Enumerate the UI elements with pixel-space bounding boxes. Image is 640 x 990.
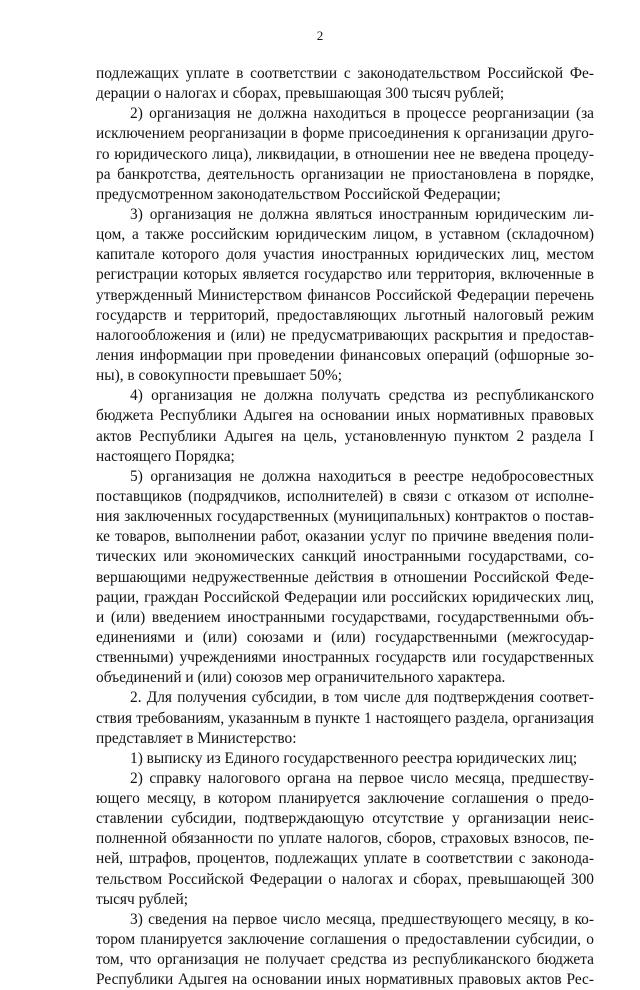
text-line: 2. Для получения субсидии, в том числе для подтверждения соответ- [130,689,594,707]
text-line: ны), в совокупности превышает 50%; [96,367,342,385]
text-line: исключением реорганизации в форме присоединения к организации друго- [96,125,594,143]
text-line: государств и территорий, предоставляющих льготный налоговый режим [96,306,594,324]
text-line: единениями и (или) союзами и (или) государственными (межгосудар- [96,628,594,646]
text-line: ления информации при проведении финансовых операций (офшорные зо- [96,346,594,364]
text-line: вершающими недружественные действия в отношении Российской Феде- [96,568,594,586]
text-line: 3) сведения на первое число месяца, предшествующего месяцу, в ко- [130,910,594,928]
text-line: 2) справку налогового органа на первое число месяца, предшеству- [130,769,594,787]
text-line: настоящего Порядка; [96,447,235,465]
text-line: ющего месяцу, в котором планируется заключение соглашения о предо- [96,790,594,808]
text-line: ственными) учреждениями иностранных государств или государственных [96,649,594,667]
text-line: ней, штрафов, процентов, подлежащих уплате в соответствии с законода- [96,850,594,868]
text-line: го юридического лица), ликвидации, в отношении нее не введена процеду- [96,145,594,163]
page-number: 2 [316,28,324,43]
text-line: утвержденный Министерством финансов Российской Федерации перечень [96,286,594,304]
text-line: поставщиков (подрядчиков, исполнителей) в связи с отказом от исполне- [96,487,594,505]
text-line: предусмотренном законодательством Российской Федерации; [96,185,501,203]
text-line: цом, а также российским юридическим лицом, в уставном (складочном) [96,226,594,244]
text-line: том, что организация не получает средства из республиканского бюджета [96,951,594,969]
text-line: регистрации которых является государство или территория, включенные в [96,266,594,284]
text-line: актов Республики Адыгея на цель, установленную пунктом 2 раздела I [96,427,594,445]
text-line: налогообложения и (или) не предусматривающих раскрытия и предостав- [96,326,594,344]
text-line: тических или экономических санкций иностранными государствами, со- [96,548,594,566]
text-line: ра банкротства, деятельность организации не приостановлена в порядке, [96,165,594,183]
text-line: рации, граждан Российской Федерации или российских юридических лиц, [96,588,594,606]
text-line: 3) организация не должна являться иностранным юридическим ли- [130,205,594,223]
text-line: тельством Российской Федерации о налогах и сборах, превышающей 300 [96,870,594,888]
document-body [96,64,594,990]
text-line: тором планируется заключение соглашения о предоставлении субсидии, о [96,931,594,949]
text-line: Республики Адыгея на основании иных нормативных правовых актов Рес- [96,971,594,989]
text-line: дерации о налогах и сборах, превышающая 300 тысяч рублей; [96,85,505,103]
text-line: 1) выписку из Единого государственного реестра юридических лиц; [130,749,578,767]
text-line: капитале которого доля участия иностранных юридических лиц, местом [96,246,594,264]
text-line: ке товаров, выполнении работ, оказании услуг по причине введения поли- [96,528,594,546]
text-line: ния заключенных государственных (муниципальных) контрактов о постав- [96,508,594,526]
text-line: 5) организация не должна находиться в реестре недобросовестных [130,467,594,485]
text-line: 2) организация не должна находиться в процессе реорганизации (за [130,105,594,123]
text-line: и (или) введением иностранными государствами, государственными объ- [96,608,594,626]
text-line: бюджета Республики Адыгея на основании иных нормативных правовых [96,407,594,425]
text-line: представляет в Министерство: [96,729,297,747]
text-line: тысяч рублей; [96,890,189,908]
text-line: ствия требованиям, указанным в пункте 1 настоящего раздела, организация [96,709,594,727]
text-line: 4) организация не должна получать средства из республиканского [130,387,594,405]
text-line: подлежащих уплате в соответствии с законодательством Российской Фе- [96,65,594,82]
text-line: ставлении субсидии, подтверждающую отсутствие у организации неис- [96,810,594,828]
text-line: объединений и (или) союзов мер ограничительного характера. [96,669,506,687]
text-line: полненной обязанности по уплате налогов, сборов, страховых взносов, пе- [96,830,594,848]
